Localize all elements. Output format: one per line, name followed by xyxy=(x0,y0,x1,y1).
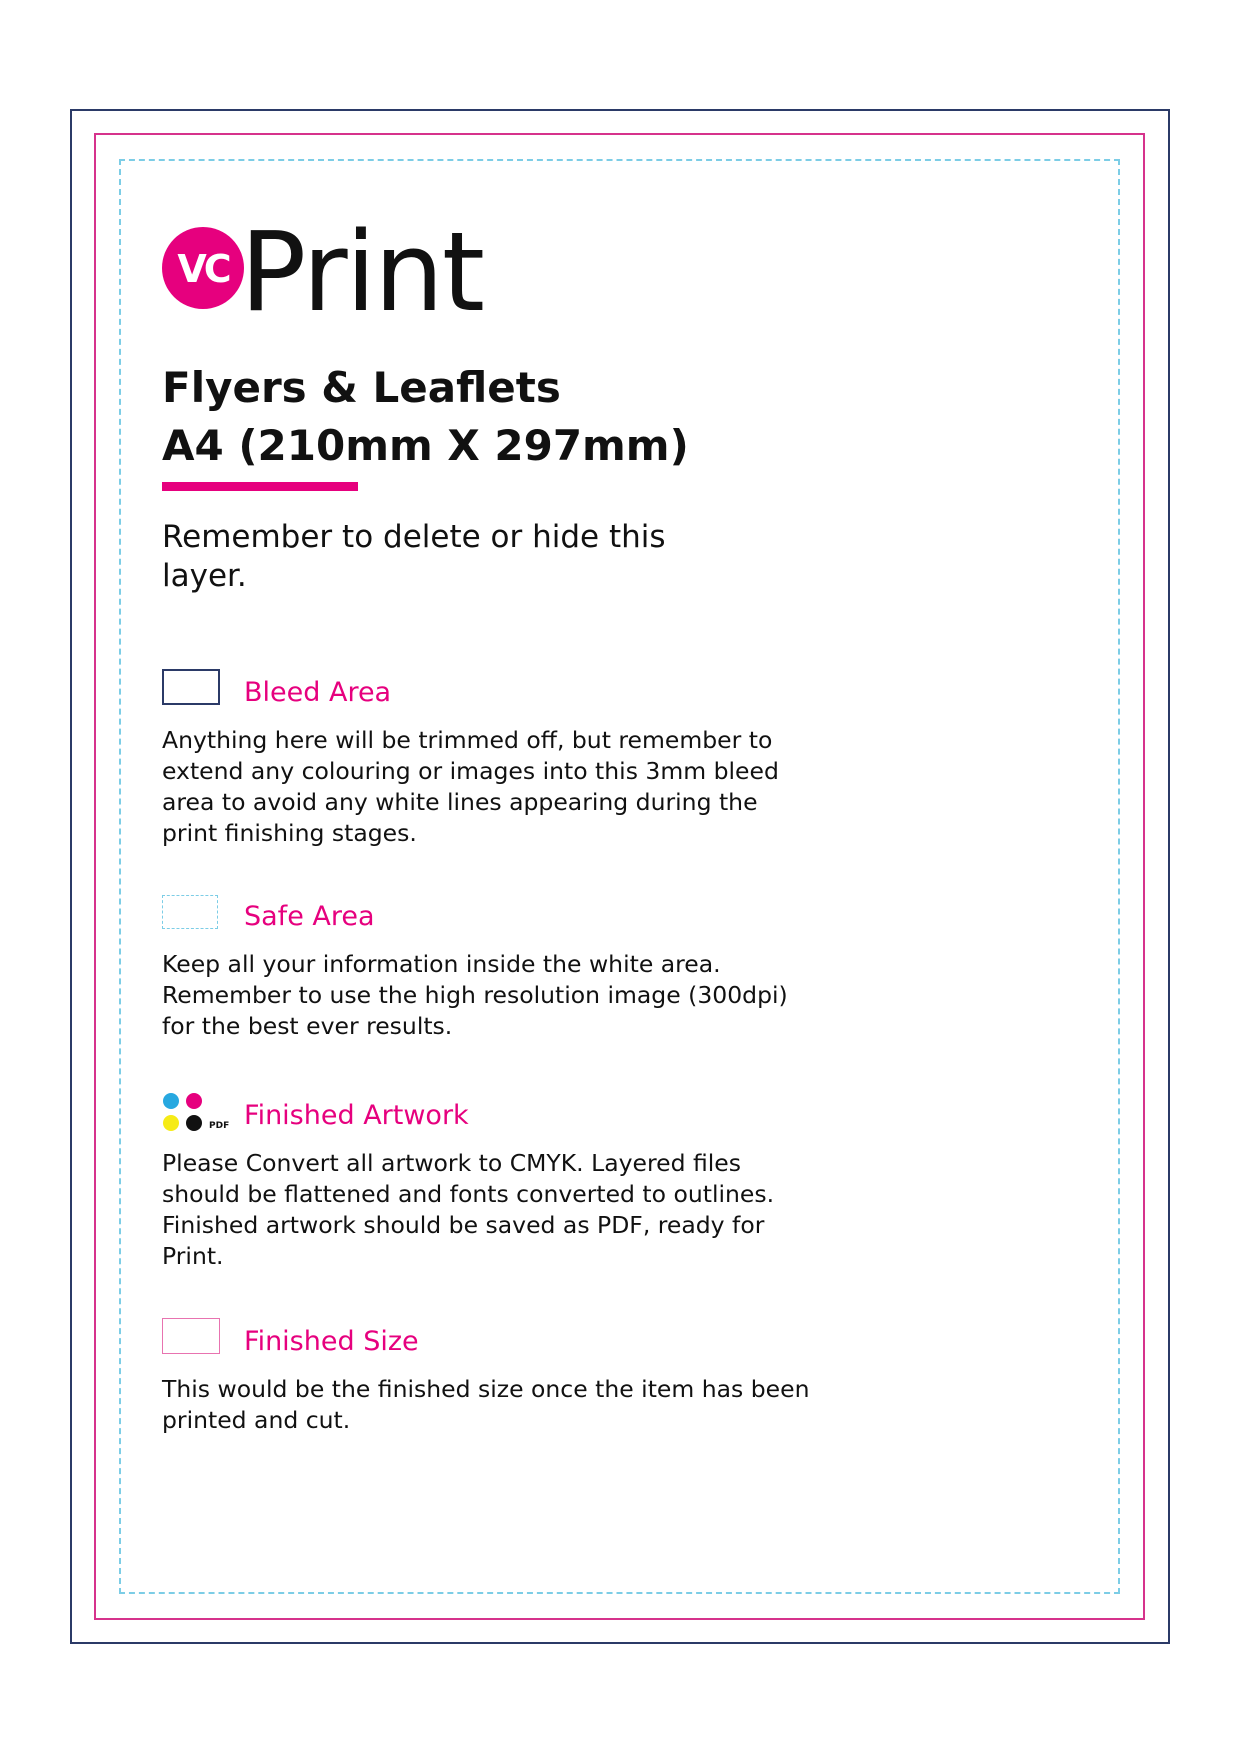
finished-artwork-text: Please Convert all artwork to CMYK. Layered files should be flattened and fonts converted to outlines. Finished artwork should be saved as PDF, ready for Print. xyxy=(162,1149,775,1270)
logo-wordmark: Print xyxy=(240,210,484,325)
heading-underline xyxy=(162,482,358,491)
bleed-box-icon xyxy=(162,669,220,705)
safe-area-title: Safe Area xyxy=(244,901,375,932)
bleed-area-title: Bleed Area xyxy=(244,677,392,708)
safe-dashed-box-icon xyxy=(162,895,218,929)
bleed-area-text: Anything here will be trimmed off, but remember to extend any colouring or images into this 3mm bleed area to avoid any white lines appearing during the print finishing stages. xyxy=(162,726,779,847)
vcprint-logo xyxy=(162,210,502,325)
product-title: Flyers & Leaflets xyxy=(162,363,561,412)
finished-box-icon xyxy=(162,1318,220,1354)
finished-artwork-title: Finished Artwork xyxy=(244,1100,469,1131)
cmyk-dots-icon xyxy=(162,1092,234,1132)
product-size: A4 (210mm X 297mm) xyxy=(162,421,689,470)
logo-badge-text: VC xyxy=(177,247,229,291)
intro-text: Remember to delete or hide this layer. xyxy=(162,519,666,594)
pdf-label: PDF xyxy=(209,1121,230,1131)
safe-area-text: Keep all your information inside the white area. Remember to use the high resolution image (300dpi) for the best ever results. xyxy=(162,950,788,1040)
finished-size-title: Finished Size xyxy=(244,1326,419,1357)
finished-size-text: This would be the finished size once the item has been printed and cut. xyxy=(162,1375,810,1434)
